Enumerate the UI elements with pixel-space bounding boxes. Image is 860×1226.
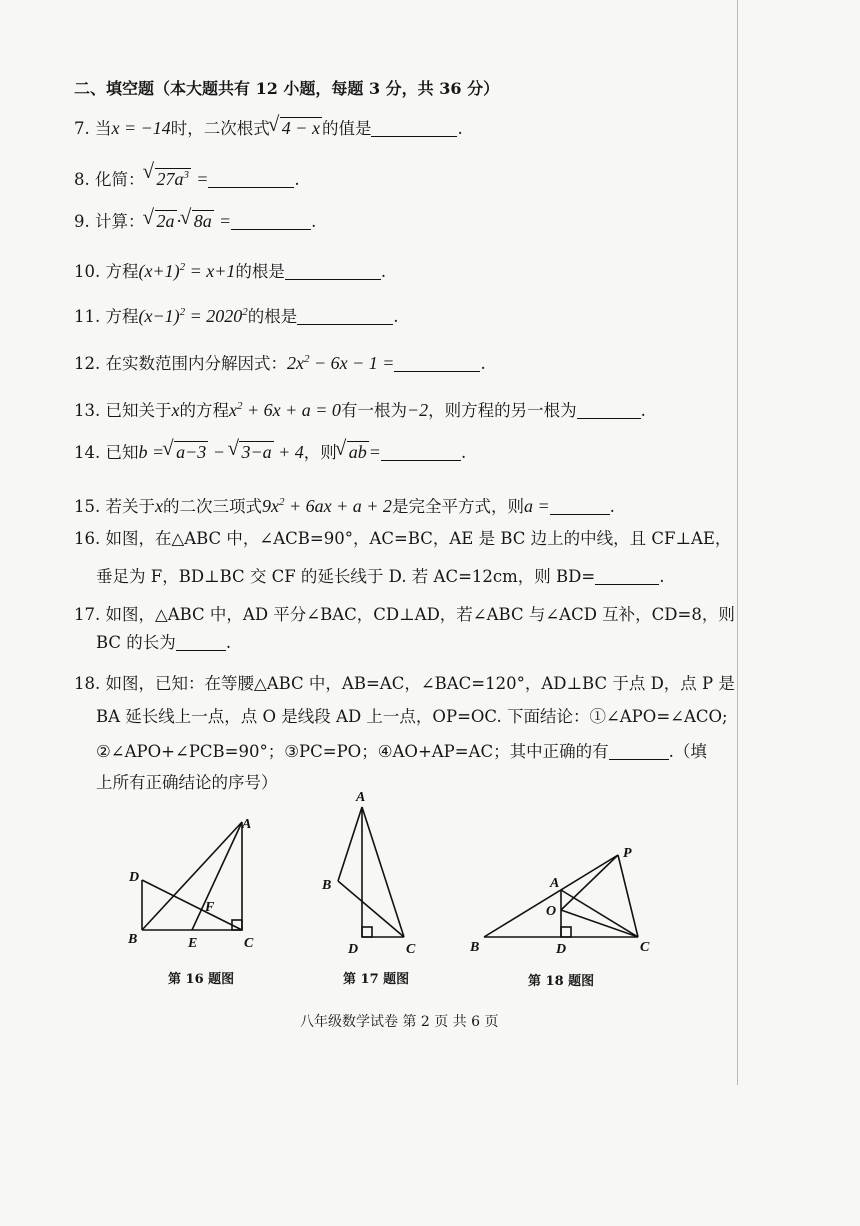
- question-16: 16. 如图，在△ABC 中，∠ACB=90°，AC=BC，AE 是 BC 边上的中线，且 CF⊥AE，: [74, 529, 732, 548]
- question-7: 7. 当x = −14时，二次根式√ 4 − x 的值是 .: [74, 117, 463, 140]
- answer-blank[interactable]: [394, 355, 480, 372]
- answer-blank[interactable]: [381, 444, 461, 461]
- answer-blank[interactable]: [208, 171, 294, 188]
- question-18-line2: BA 延长线上一点，点 O 是线段 AD 上一点，OP=OC. 下面结论：①∠APO=∠ACO;: [96, 707, 728, 726]
- label-F: F: [205, 900, 215, 915]
- label-C: C: [406, 942, 416, 957]
- answer-blank[interactable]: [285, 263, 381, 280]
- figure-18: [462, 835, 662, 960]
- figure-16: [120, 810, 270, 960]
- answer-blank[interactable]: [577, 402, 641, 419]
- label-B: B: [470, 940, 480, 955]
- label-D: D: [348, 942, 359, 957]
- answer-blank[interactable]: [297, 308, 393, 325]
- label-E: E: [188, 936, 198, 951]
- question-16-line2: 垂足为 F，BD⊥BC 交 CF 的延长线于 D. 若 AC=12cm，则 BD= .: [96, 567, 665, 586]
- label-D: D: [556, 942, 567, 957]
- label-O: O: [546, 904, 557, 919]
- label-P: P: [623, 846, 632, 861]
- page-footer: 八年级数学试卷 第 2 页 共 6 页: [300, 1014, 499, 1030]
- question-9: 9. 计算：√ 2a ·√ 8a = .: [74, 210, 316, 233]
- label-A: A: [356, 790, 366, 805]
- question-12: 12. 在实数范围内分解因式：$2x^2 - 6x - 1$ = .: [74, 353, 486, 373]
- question-10: 10. 方程$(x+1)^2 = x+1$的根是 .: [74, 261, 387, 281]
- section-title: 二、填空题（本大题共有 12 小题，每题 3 分，共 36 分）: [74, 79, 500, 98]
- figure-17-caption: 第 17 题图: [343, 972, 410, 987]
- question-13: 13. 已知关于x的方程$x^2 + 6x + a = 0$有一根为−2，则方程的另一根为 .: [74, 400, 646, 420]
- question-11: 11. 方程$(x-1)^2 = 2020^2$的根是 .: [74, 306, 399, 326]
- question-18-line4: 上所有正确结论的序号）: [96, 773, 278, 792]
- answer-blank[interactable]: [176, 634, 226, 651]
- answer-blank[interactable]: [609, 743, 669, 760]
- question-8: 8. 化简：√ $27a^3$ = .: [74, 164, 300, 191]
- answer-blank[interactable]: [595, 568, 659, 585]
- label-A: A: [550, 876, 560, 891]
- question-18-line3: ②∠APO+∠PCB=90°；③PC=PO；④AO+AP=AC；其中正确的有 .（填: [96, 742, 707, 761]
- label-C: C: [244, 936, 254, 951]
- label-C: C: [640, 940, 650, 955]
- question-14: 14. 已知b =√ a−3 − √ 3−a + 4，则√ ab = .: [74, 441, 466, 464]
- answer-blank[interactable]: [231, 213, 311, 230]
- question-17-line2: BC 的长为 .: [96, 633, 232, 652]
- radical: √ 4 − x: [270, 117, 322, 139]
- answer-blank[interactable]: [550, 498, 610, 515]
- figure-18-caption: 第 18 题图: [528, 974, 595, 989]
- radical: √ $27a^3$: [145, 164, 192, 190]
- figure-16-caption: 第 16 题图: [168, 972, 235, 987]
- question-17: 17. 如图，△ABC 中，AD 平分∠BAC，CD⊥AD，若∠ABC 与∠ACD 互补，CD=8，则: [74, 605, 735, 624]
- figure-17: [316, 785, 426, 960]
- binding-margin-line: [737, 0, 738, 1085]
- question-18: 18. 如图，已知：在等腰△ABC 中，AB=AC，∠BAC=120°，AD⊥BC 于点 D，点 P 是: [74, 674, 735, 693]
- label-A: A: [242, 817, 252, 832]
- question-15: 15. 若关于x的二次三项式$9x^2 + 6ax + a + 2$是完全平方式，则a = .: [74, 496, 615, 516]
- label-B: B: [322, 878, 332, 893]
- label-D: D: [129, 870, 140, 885]
- answer-blank[interactable]: [371, 120, 457, 137]
- label-B: B: [128, 932, 138, 947]
